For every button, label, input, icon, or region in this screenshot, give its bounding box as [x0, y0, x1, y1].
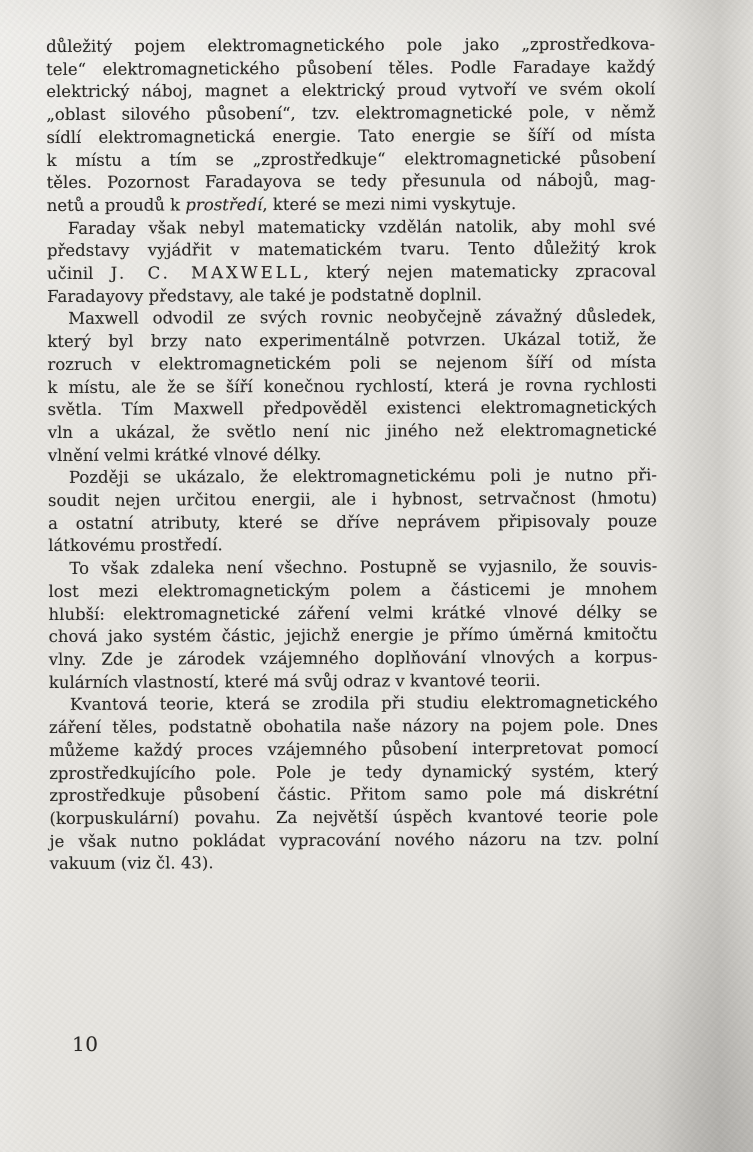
text-line	[46, 124, 655, 149]
paragraph	[49, 692, 659, 876]
text-segment: , který nejen matematicky zpracoval	[303, 261, 657, 282]
text-segment: sídlí elektromagnetická energie. Tato energie se šíří od místa	[46, 125, 656, 147]
text-line	[46, 33, 655, 58]
text-line	[47, 170, 656, 195]
text-segment: Maxwell odvodil ze svých rovnic neobyčejně závažný důsledek,	[68, 306, 657, 329]
text-segment: Faradayovy představy, ale také je podstatně doplnil.	[47, 284, 483, 306]
text-segment: můžeme každý proces vzájemného působení interpretovat pomocí	[49, 738, 659, 760]
text-line	[47, 192, 656, 217]
text-line	[48, 533, 657, 558]
text-line	[48, 465, 657, 490]
text-line	[48, 510, 657, 535]
text-segment: je však nutno pokládat vypracování nového názoru na tzv. polní	[49, 828, 659, 851]
text-line	[48, 397, 657, 422]
text-segment: Kvantová teorie, která se zrodila při studiu elektromagnetického	[69, 692, 658, 715]
text-segment: To však zdaleka není všechno. Postupně se vyjasnilo, že souvis-	[69, 556, 658, 579]
text-segment: elektrický náboj, magnet a elektrický proud vytvoří ve svém okolí	[46, 79, 656, 102]
text-line	[48, 419, 657, 444]
text-line	[48, 601, 657, 626]
text-line	[48, 578, 657, 603]
text-segment: vlnění velmi krátké vlnové délky.	[47, 444, 322, 465]
paragraph	[47, 215, 656, 308]
text-segment: hlubší: elektromagnetické záření velmi krátké vlnové délky se	[48, 601, 658, 624]
text-segment: k místu a tím se „zprostředkuje“ elektromagnetické působení	[46, 147, 656, 170]
text-segment: chová jako systém částic, jejichž energie je přímo úměrná kmitočtu	[48, 624, 658, 647]
text-line	[47, 260, 656, 285]
text-segment: látkovému prostředí.	[48, 535, 223, 556]
text-line	[46, 79, 655, 104]
paragraph	[48, 556, 658, 695]
page-number: 10	[72, 1032, 99, 1056]
text-line	[47, 283, 656, 308]
text-line	[49, 669, 658, 694]
text-segment: důležitý pojem elektromagnetického pole jako „zprostředkova-	[46, 34, 656, 56]
text-line	[50, 851, 659, 876]
text-segment: tele“ elektromagnetického působení těles. Podle Faradaye každý	[46, 57, 656, 79]
text-line	[47, 215, 656, 240]
text-segment: těles. Pozornost Faradayova se tedy přesunula od nábojů, mag-	[46, 170, 656, 193]
text-line	[47, 374, 656, 399]
text-segment: kulárních vlastností, které má svůj odraz v kvantové teorii.	[48, 670, 541, 692]
text-segment: soudit nejen určitou energii, ale i hybnost, setrvačnost (hmotu)	[47, 488, 658, 511]
italic-text: prostředí	[185, 194, 263, 215]
text-line	[49, 624, 658, 649]
text-segment: Faraday však nebyl matematicky vzdělán natolik, aby mohl své	[67, 215, 656, 238]
text-segment: (korpuskulární) povahu. Za největší úspěch kvantové teorie pole	[49, 806, 659, 828]
text-line	[46, 101, 655, 126]
text-segment: který byl brzy nato experimentálně potvrzen. Ukázal totiž, že	[47, 329, 657, 352]
text-segment: k místu, ale že se šíří konečnou rychlostí, která je rovna rychlosti	[47, 374, 657, 397]
text-segment: rozruch v elektromagnetickém poli se nejenom šíří od místa	[47, 352, 657, 374]
text-block	[46, 33, 659, 876]
text-segment: netů a proudů k	[46, 195, 186, 215]
text-line	[49, 714, 658, 739]
text-line	[49, 692, 658, 717]
text-segment: světla. Tím Maxwell předpověděl existenci elektromagnetických	[47, 397, 657, 420]
text-line	[47, 238, 656, 263]
text-segment: záření těles, podstatně obohatila naše názory na pojem pole. Dnes	[48, 715, 659, 738]
text-line	[49, 783, 658, 808]
text-segment: lost mezi elektromagnetickým polem a částicemi je mnohem	[48, 579, 658, 601]
text-line	[49, 805, 658, 830]
text-segment: vakuum (viz čl. 43).	[49, 853, 214, 874]
text-segment: Později se ukázalo, že elektromagnetickému poli je nutno při-	[68, 465, 657, 488]
text-line	[48, 487, 657, 512]
text-line	[47, 306, 656, 331]
text-line	[48, 556, 657, 581]
text-line	[49, 828, 658, 853]
text-line	[48, 442, 657, 467]
text-segment: „oblast silového působení“, tzv. elektromagnetické pole, v němž	[46, 102, 656, 125]
text-line	[47, 351, 656, 376]
text-line	[49, 760, 658, 785]
text-segment: vln a ukázal, že světlo není nic jiného než elektromagnetické	[47, 420, 657, 442]
text-segment: představy vyjádřit v matematickém tvaru. Tento důležitý krok	[46, 238, 656, 261]
paragraph	[48, 465, 657, 558]
paragraph	[47, 306, 657, 468]
text-segment: učinil	[46, 263, 111, 284]
text-segment: zprostředkujícího pole. Pole je tedy dynamický systém, který	[49, 760, 659, 783]
text-segment: , které se mezi nimi vyskytuje.	[262, 193, 517, 214]
text-line	[47, 328, 656, 353]
letterspaced-name: J. C. MAXWELL	[110, 262, 304, 283]
paragraph	[46, 33, 656, 217]
text-line	[46, 56, 655, 81]
text-segment: vlny. Zde je zárodek vzájemného doplňování vlnových a korpus-	[48, 647, 658, 669]
text-line	[46, 147, 655, 172]
text-line	[49, 737, 658, 762]
text-line	[49, 646, 658, 671]
text-segment: a ostatní atributy, které se dříve neprávem připisovaly pouze	[48, 511, 658, 533]
text-segment: zprostředkuje působení částic. Přitom samo pole má diskrétní	[49, 783, 659, 806]
